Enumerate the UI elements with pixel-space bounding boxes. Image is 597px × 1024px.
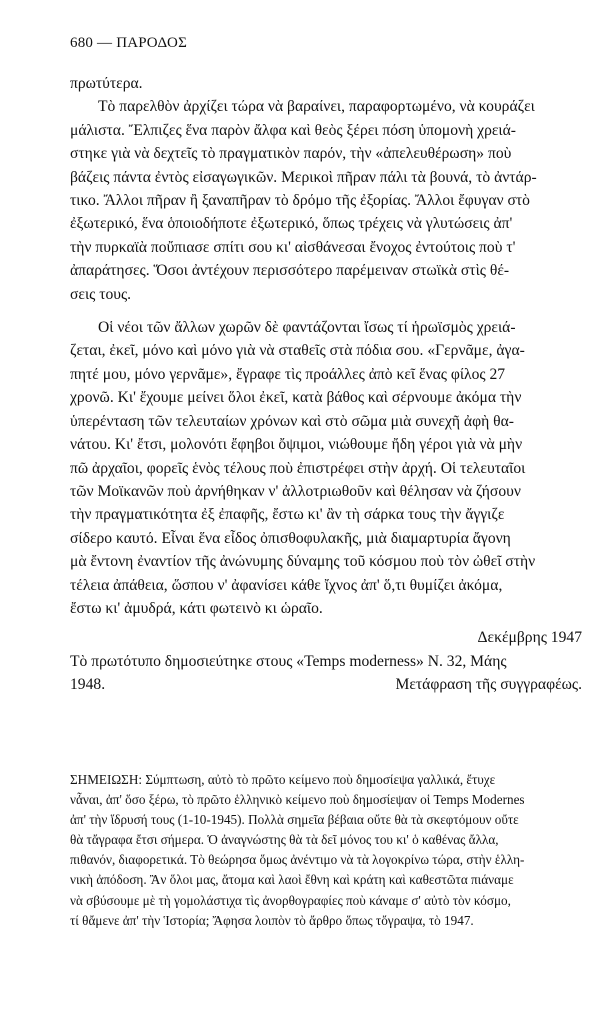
footnote-line: θὰ τἄγραφα ἔτσι σήμερα. Ὁ ἀναγνώστης θὰ τὰ δεῖ μόνος του κι' ὁ καθένας ἄλλα, [70,832,499,848]
footnote-line: νικὴ ἀπόδοση. Ἂν ὅλοι μας, ἄτομα καὶ λαοὶ ἔθνη καὶ κράτη καὶ καθεστῶτα πιάναμε [70,872,514,888]
text-line: τὴν πυρκαϊὰ ποὔπιασε σπίτι σου κι' αἰσθάνεσαι ἔνοχος ἐντούτοις ποὺ τ' [70,238,516,256]
translation-note: Μετάφραση τῆς συγγραφέως. [395,676,582,694]
text-line: πητέ μου, μόνο γερνᾶμε», ἔγραφε τὶς προάλλες ἀπὸ κεῖ ἕνας φίλος 27 [70,365,506,383]
text-line: ζεται, ἐκεῖ, μόνο καὶ μόνο γιὰ νὰ σταθεῖς στὰ πόδια σου. «Γερνᾶμε, ἀγα- [70,342,525,360]
text-line: Τὸ παρελθὸν ἀρχίζει τώρα νὰ βαραίνει, παραφορτωμένο, νὰ κουράζει [98,98,535,116]
paragraph-youth [70,316,582,620]
text-line: ἐξωτερικό, ἕνα ὁποιοδήποτε ἐξωτερικό, ὅπως τρέχεις νὰ γλυτώσεις ἀπ' [70,215,513,233]
text-line: τέλεια ἀπάθεια, ὥσπου ν' ἀφανίσει κάθε ἴχνος ἀπ' ὅ,τι θυμίζει ἀκόμα, [70,576,503,594]
text-line: μὰ ἔντονη ἐναντίον τῆς ἀνώνυμης δύναμης τοῦ κόσμου ποὺ τὸν ὠθεῖ στὴν [70,553,536,571]
text-line: βάζεις πάντα ἐντὸς εἰσαγωγικῶν. Μερικοὶ πῆραν πάλι τὰ βουνά, τὸ ἀντάρ- [70,168,537,186]
paragraph-past [70,95,582,306]
publication-year: 1948. [70,676,106,694]
text-line: πῶ ἀρχαῖοι, φορεῖς ἑνὸς τέλους ποὺ ἐπιστρέφει στὴν ἀρχή. Οἱ τελευταῖοι [70,459,526,477]
text-line: νάτου. Κι' ἔτσι, μολονότι ἔφηβοι ὄψιμοι, νιώθουμε ἤδη γέροι γιὰ νὰ μὴν [70,436,523,454]
publication-signature-row [70,673,582,696]
text-line: τὴν πραγματικότητα ἐξ ἐπαφῆς, ἔστω κι' ἂν τὴ σάρκα τους τὴν ἄγγιζε [70,506,505,524]
text-line: σεις τους. [70,285,132,303]
text-line: μάλιστα. Ἔλπιζες ἕνα παρὸν ἄλφα καὶ θεὸς ξέρει πόση ὑπομονὴ χρειά- [70,121,516,139]
text-line: σίδερο καυτό. Εἶναι ἕνα εἶδος ὀπισθοφυλακῆς, μιὰ διαμαρτυρία ἄγονη [70,529,511,547]
text-line: ἔστω κι' ἀμυδρά, κάτι φωτεινὸ κι ὡραῖο. [70,599,323,617]
footnote [70,770,582,931]
footnote-line: πιθανόν, διαφορετικά. Τὸ θεώρησα ὅμως ἀνέντιμο νὰ τὰ λογοκρίνω τώρα, στὴν ἑλλη- [70,852,525,868]
text-line: ὑπερένταση τῶν τελευταίων χρόνων καὶ στὸ σῶμα μιὰ συνεχῆ ἀφὴ θα- [70,412,514,430]
publication-line: Τὸ πρωτότυπο δημοσιεύτηκε στους «Temps moderness» N. 32, Μάης [70,652,507,670]
footnote-line: νἆναι, ἀπ' ὅσο ξέρω, τὸ πρῶτο ἑλληνικὸ κείμενο ποὺ δημοσίεψαν οἱ Temps Modernes [70,792,525,808]
footnote-line: νὰ σβύσουμε μὲ τὴ γομολάστιχα τὶς ἀνορθογραφίες ποὺ κάναμε σ' αὐτὸ τὸν κόσμο, [70,892,511,908]
running-head: 680 — ΠΑΡΟΔΟΣ [70,35,188,51]
text-line: πρωτύτερα. [70,75,143,92]
text-line: Οἱ νέοι τῶν ἄλλων χωρῶν δὲ φαντάζονται ἴσως τί ἡρωϊσμὸς χρειά- [98,319,516,337]
text-line: στηκε γιὰ νὰ δεχτεῖς τὸ πραγματικὸν παρόν, τὴν «ἀπελευθέρωση» ποὺ [70,145,512,163]
text-line: χρονῶ. Κι' ἔχουμε μείνει ὅλοι ἐκεῖ, κατὰ βάθος καὶ σέρνουμε ἀκόμα τὴν [70,389,522,407]
text-line: ἀπαράτησες. Ὅσοι ἀντέχουν περισσότερο παρέμειναν στωϊκὰ στὶς θέ- [70,262,510,280]
footnote-line: ΣΗΜΕΙΩΣΗ: Σύμπτωση, αὐτὸ τὸ πρῶτο κείμενο ποὺ δημοσίεψα γαλλικά, ἔτυχε [70,772,496,787]
text-line: τικο. Ἄλλοι πῆραν ἢ ξαναπῆραν τὸ δρόμο τῆς ἐξορίας. Ἄλλοι ἔφυγαν στὸ [70,192,530,210]
text-line: τῶν Μοϊκανῶν ποὺ ἀρνήθηκαν ν' ἀλλοτριωθοῦν καὶ θέλησαν νὰ ζήσουν [70,482,521,500]
footnote-line: τί θἄμενε ἀπ' τὴν Ἱστορία; Ἄφησα λοιπὸν τὸ ἄρθρο ὅπως τὄγραψα, τὸ 1947. [70,912,474,928]
date-line: Δεκέμβρης 1947 [477,629,582,647]
main-text [70,72,582,697]
footnote-line: ἀπ' τὴν ἵδρυσή τους (1-10-1945). Πολλὰ σημεῖα βέβαια οὔτε θὰ τὰ σκεφτόμουν οὔτε [70,812,519,828]
